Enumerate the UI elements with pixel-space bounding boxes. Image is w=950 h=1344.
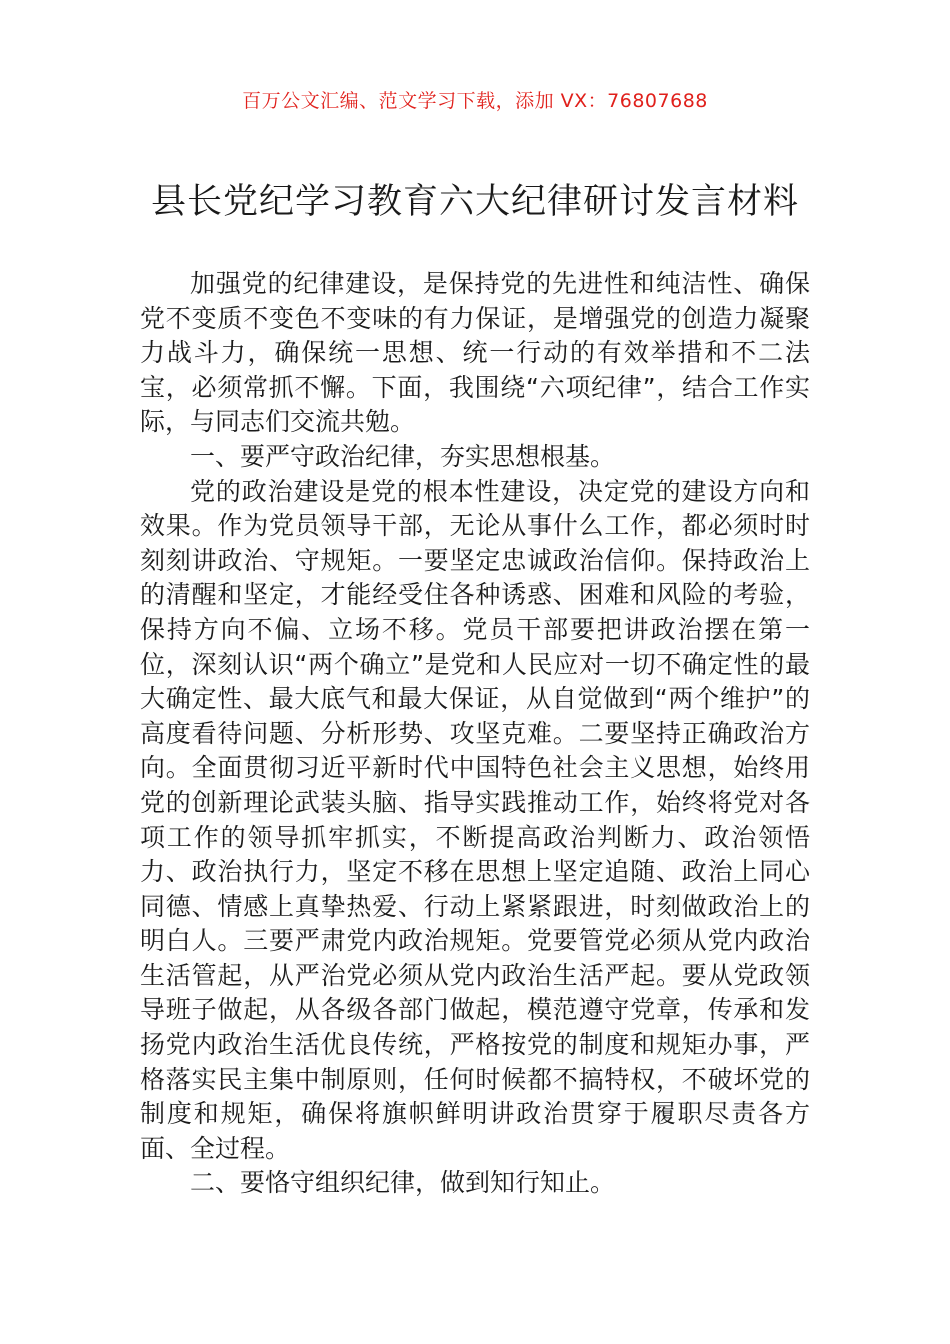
- paragraph-political-discipline: 党的政治建设是党的根本性建设，决定党的建设方向和效果。作为党员领导干部，无论从事什么工作，都必须时时刻刻讲政治、守规矩。一要坚定忠诚政治信仰。保持政治上的清醒和坚定，才能经受住各种诱惑、困难和风险的考验，保持方向不偏、立场不移。党员干部要把讲政治摆在第一位，深刻认识“两个确立”是党和人民应对一切不确定性的最大确定性、最大底气和最大保证，从自觉做到“两个维护”的高度看待问题、分析形势、攻坚克难。二要坚持正确政治方向。全面贯彻习近平新时代中国特色社会主义思想，始终用党的创新理论武装头脑、指导实践推动工作，始终将党对各项工作的领导抓牢抓实，不断提高政治判断力、政治领悟力、政治执行力，坚定不移在思想上坚定追随、政治上同心同德、情感上真挚热爱、行动上紧紧跟进，时刻做政治上的明白人。三要严肃党内政治规矩。党要管党必须从党内政治生活管起，从严治党必须从党内政治生活严起。要从党政领导班子做起，从各级各部门做起，模范遵守党章，传承和发扬党内政治生活优良传统，严格按党的制度和规矩办事，严格落实民主集中制原则，任何时候都不搞特权，不破坏党的制度和规矩，确保将旗帜鲜明讲政治贯穿于履职尽责各方面、全过程。: [140, 476, 810, 1163]
- section-heading-2: 二、要恪守组织纪律，做到知行知止。: [190, 1168, 616, 1198]
- header-note: 百万公文汇编、范文学习下载，添加 VX：76807688: [242, 90, 708, 112]
- paragraph-intro: 加强党的纪律建设，是保持党的先进性和纯洁性、确保党不变质不变色不变味的有力保证，是增强党的创造力凝聚力战斗力，确保统一思想、统一行动的有效举措和不二法宝，必须常抓不懈。下面，我围绕“六项纪律”，结合工作实际，与同志们交流共勉。: [140, 269, 810, 437]
- section-heading-1: 一、要严守政治纪律，夯实思想根基。: [190, 441, 616, 471]
- document-title: 县长党纪学习教育六大纪律研讨发言材料: [150, 182, 799, 222]
- document-body: [140, 267, 810, 1201]
